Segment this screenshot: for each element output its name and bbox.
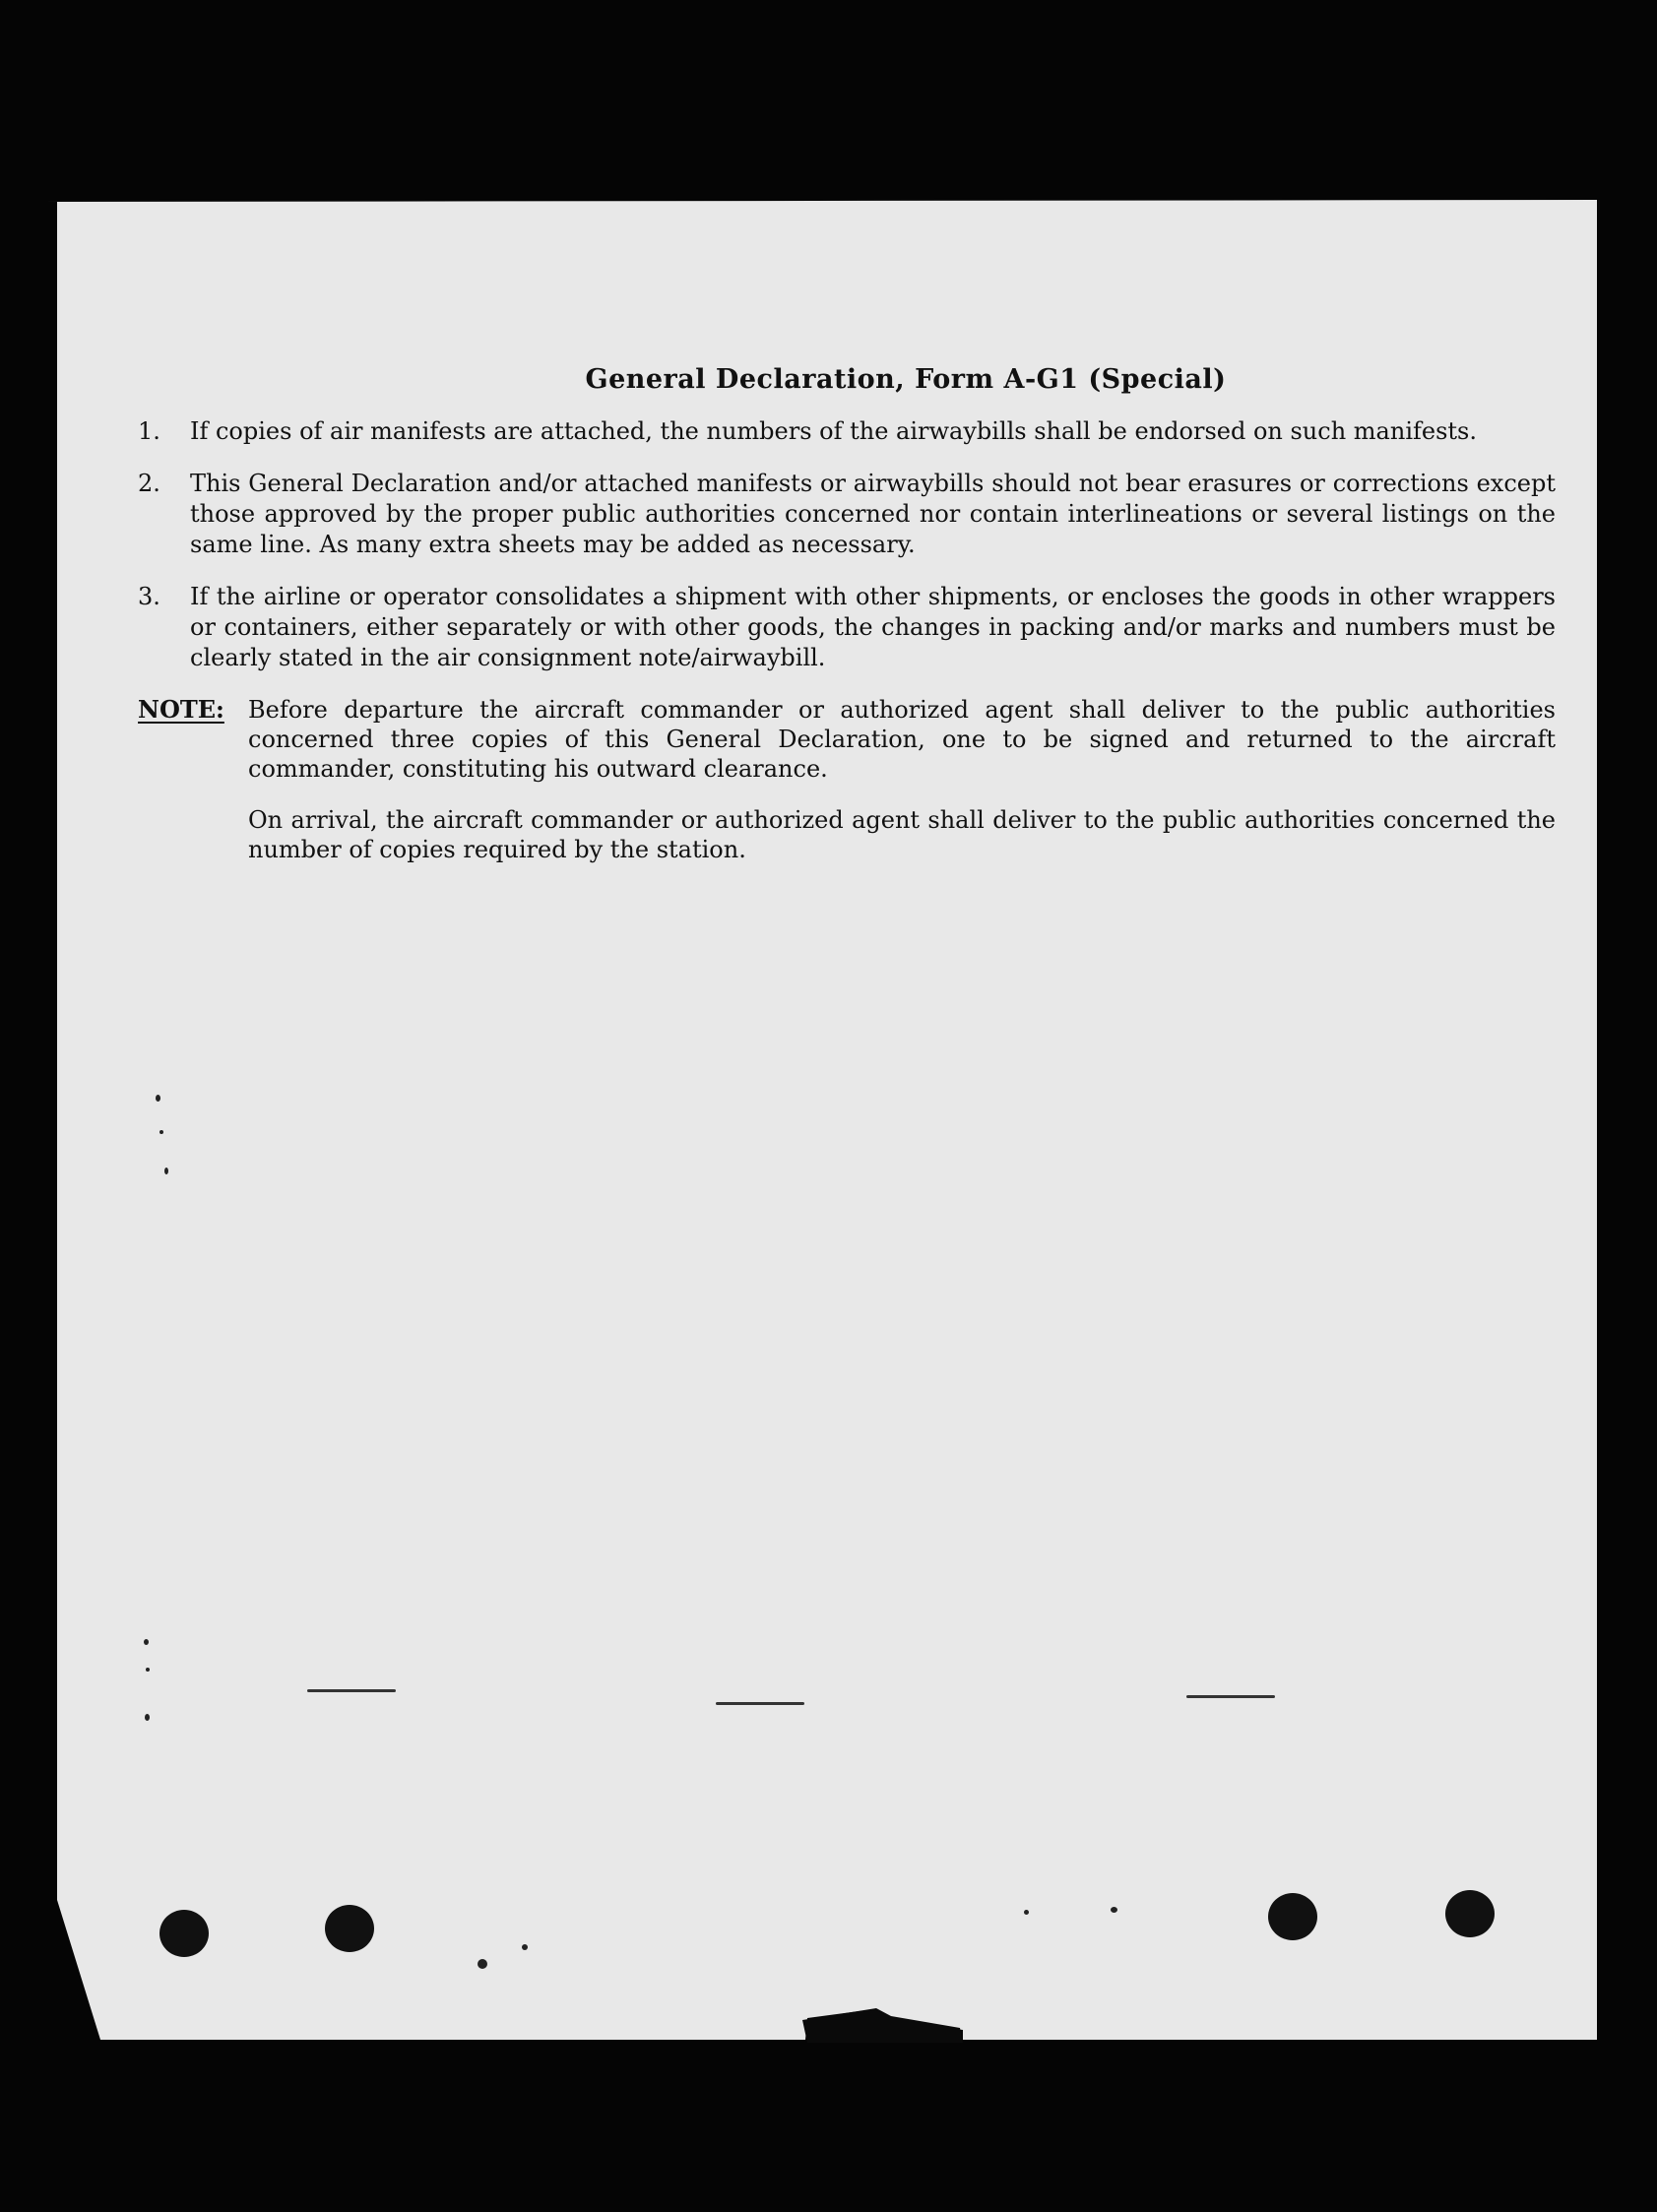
speck	[146, 1668, 150, 1672]
speck	[145, 1714, 150, 1721]
list-item	[138, 416, 1556, 447]
speck	[1111, 1907, 1117, 1913]
note-label: NOTE:	[138, 695, 224, 724]
page-title: General Declaration, Form A-G1 (Special)	[585, 364, 1227, 395]
list-item-text: This General Declaration and/or attached manifests or airwaybills should not bear erasures or corrections except those approved by the proper public authorities concerned nor contain interlineations or several listings on the same line. As many extra sheets may be added as necessary.	[190, 470, 1556, 558]
punch-hole	[1445, 1890, 1495, 1937]
note-paragraph: Before departure the aircraft commander or authorized agent shall deliver to the public authorities concerned three copies of this General Declaration, one to be signed and returned to the aircraft commander, constituting his outward clearance.	[248, 696, 1556, 783]
speck	[156, 1095, 160, 1102]
note-paragraph: On arrival, the aircraft commander or authorized agent shall deliver to the public authorities concerned the number of copies required by the station.	[248, 806, 1556, 863]
list-item-number: 3.	[138, 583, 160, 610]
punch-hole	[159, 1910, 209, 1957]
speck	[144, 1639, 149, 1645]
punch-hole	[325, 1905, 374, 1952]
speck	[164, 1168, 168, 1174]
list-item-number: 2.	[138, 470, 160, 497]
speck	[716, 1702, 804, 1705]
speck	[159, 1130, 163, 1134]
speck	[1024, 1910, 1029, 1915]
list-item-text: If the airline or operator consolidates a shipment with other shipments, or encloses the goods in other wrappers or containers, either separately or with other goods, the changes in packing and/or marks and numbers must be clearly stated in the air consignment note/airwaybill.	[190, 583, 1556, 671]
note-section	[138, 695, 1556, 886]
speck	[522, 1944, 528, 1950]
punch-hole	[1268, 1893, 1317, 1940]
list-item-text: If copies of air manifests are attached, the numbers of the airwaybills shall be endorsed on such manifests.	[190, 417, 1477, 445]
list-item	[138, 582, 1556, 673]
list-item-number: 1.	[138, 417, 160, 445]
declaration-content	[138, 364, 1556, 886]
speck	[1186, 1695, 1275, 1698]
speck	[307, 1689, 396, 1692]
speck	[478, 1959, 487, 1969]
list-item	[138, 469, 1556, 560]
note-body	[248, 695, 1556, 886]
